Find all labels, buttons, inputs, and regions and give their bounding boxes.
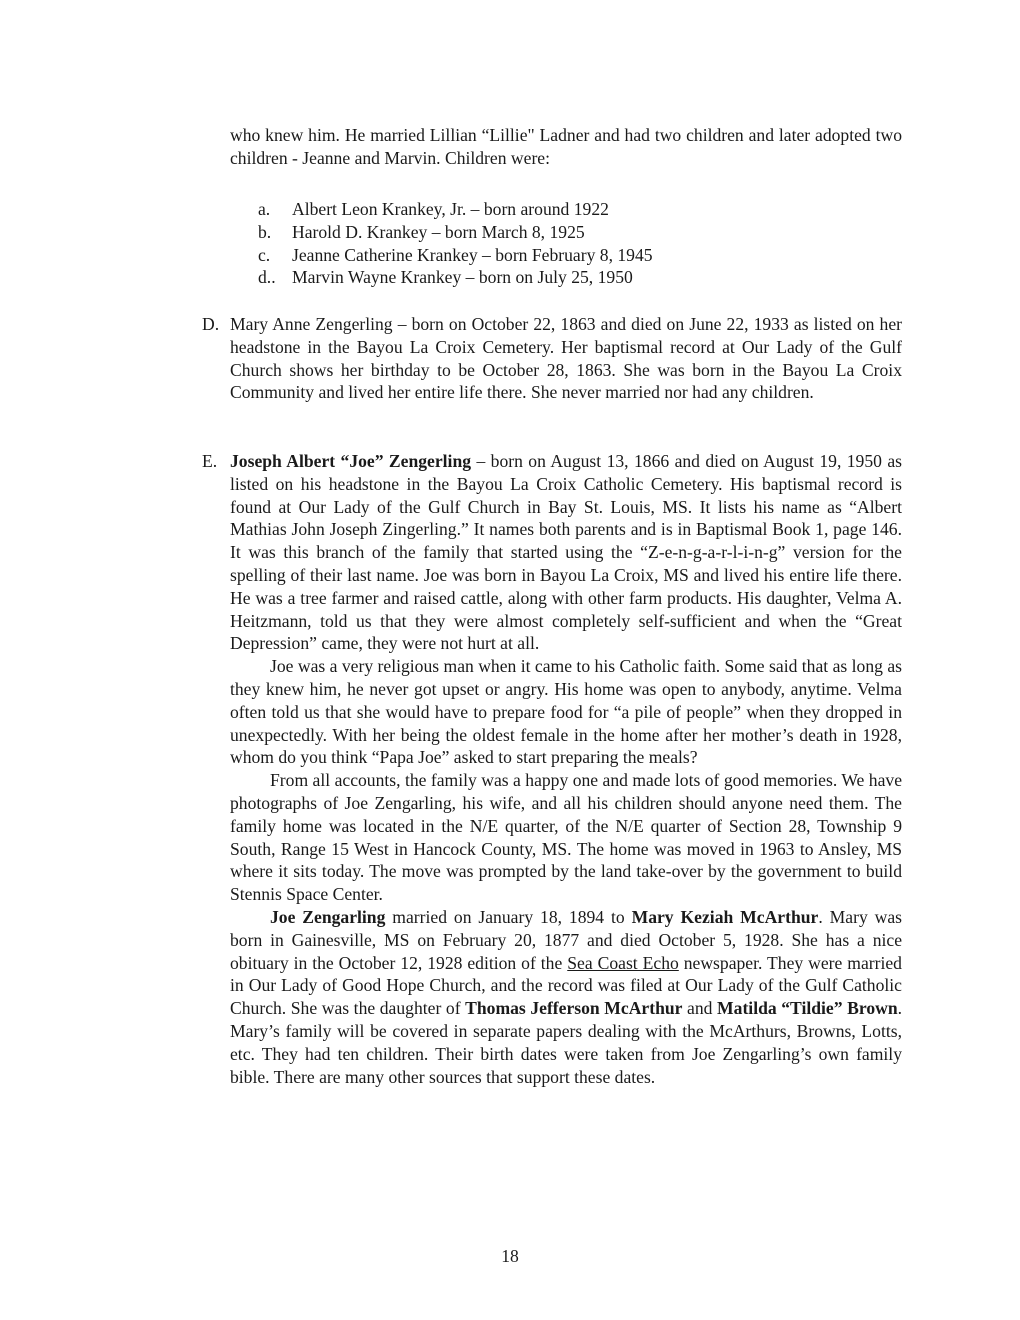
person-name: Joseph Albert “Joe” Zengerling [230,451,472,471]
person-name: Matilda “Tildie” Brown [717,998,898,1019]
list-item [258,198,653,221]
children-list [258,198,653,289]
person-name: Thomas Jefferson McArthur [465,998,683,1019]
paragraph-text: – born on August 13, 1866 and died on August 19, 1950 as listed on his headstone in the Bayou La Croix Catholic Cemetery. His baptismal record is found at Our Lady of the Gulf Church in Bay St. Louis, MS. It lists his name as “Albert Mathias John Joseph Zingerling.” It names both parents and is in Baptismal Book 1, page 146. It was this branch of the family that started using the “Z-e-n-g-a-r-l-i-n-g” version for the spelling of their last name. Joe was born in Bayou La Croix, MS and lived his entire life there. He was a tree farmer and raised cattle, along with other farm products. His daughter, Velma A. Heitzmann, told us that they were almost completely self-sufficient and when the “Great Depression” came, they were not hurt at all. [230,451,903,654]
person-name: Joe Zengarling [270,906,386,927]
section-e-paragraph-2: Joe was a very religious man when it came to his Catholic faith. Some said that as long as they knew him, he never got upset or angry. His home was open to anybody, anytime. Velma often told us that she would have to prepare food for “a pile of people” when they dropped in unexpectedly. With her being the oldest female in the home after her mother’s death in 1928, whom do you think “Papa Joe” asked to start preparing the meals? [230,656,902,768]
section-e-paragraph-1 [230,450,902,655]
list-item-label: b. [258,221,272,242]
list-item-text: Jeanne Catherine Krankey – born February 8, 1945 [292,244,653,265]
list-item-label: c. [258,244,271,265]
paragraph-text: newspaper. They were married in Our Lady of Good Hope Church, and the record was filed at Our Lady of the Gulf Catholic Church. She was the daughter of [230,952,902,1019]
list-item-text: Albert Leon Krankey, Jr. – born around 1922 [292,199,609,219]
list-item [258,221,653,244]
section-d-letter: D. [202,314,220,334]
person-name: Mary Keziah McArthur [631,906,819,927]
page-number: 18 [501,1246,519,1266]
list-item-label: d.. [258,267,276,288]
list-item [258,266,653,289]
paragraph-text: . Mary was born in Gainesville, MS on February 20, 1877 and died October 5, 1928. She has a nice obituary in the October 12, 1928 edition of the [230,906,903,973]
paragraph-text: married on January 18, 1894 to [385,906,632,927]
list-item-label: a. [258,199,271,219]
section-d-text: Mary Anne Zengerling – born on October 22, 1863 and died on June 22, 1933 as listed on her headstone in the Bayou La Croix Cemetery. Her baptismal record at Our Lady of the Gulf Church shows her birthday to be October 28, 1863. She was born in the Bayou La Croix Community and lived her entire life there. She never married nor had any children. [230,314,902,403]
section-d [230,313,902,404]
list-item-text: Marvin Wayne Krankey – born on July 25, 1950 [292,267,633,288]
list-item [258,244,653,267]
section-e-paragraph-4 [230,906,902,1088]
newspaper-title: Sea Coast Echo [567,952,679,973]
section-e-paragraph-3: From all accounts, the family was a happy one and made lots of good memories. We have photographs of Joe Zengarling, his wife, and all his children should anyone need them. The family home was located in the N/E quarter, of the N/E quarter of Section 28, Township 9 South, Range 15 West in Hancock County, MS. The home was moved in 1963 to Ansley, MS where it sits today. The move was prompted by the land take-over by the government to build Stennis Space Center. [230,770,902,905]
section-e [230,450,902,1088]
intro-paragraph [230,124,902,170]
section-e-letter: E. [202,451,218,471]
intro-text: who knew him. He married Lillian “Lillie" Ladner and had two children and later adopted two children - Jeanne and Marvin. Children were: [230,125,902,168]
paragraph-text: and [682,998,718,1019]
list-item-text: Harold D. Krankey – born March 8, 1925 [292,221,585,242]
paragraph-text: . Mary’s family will be covered in separate papers dealing with the McArthurs, Browns, Lotts, etc. They had ten children. Their birth dates were taken from Joe Zengarling’s own family bible. There are many other sources that support these dates. [230,998,903,1087]
